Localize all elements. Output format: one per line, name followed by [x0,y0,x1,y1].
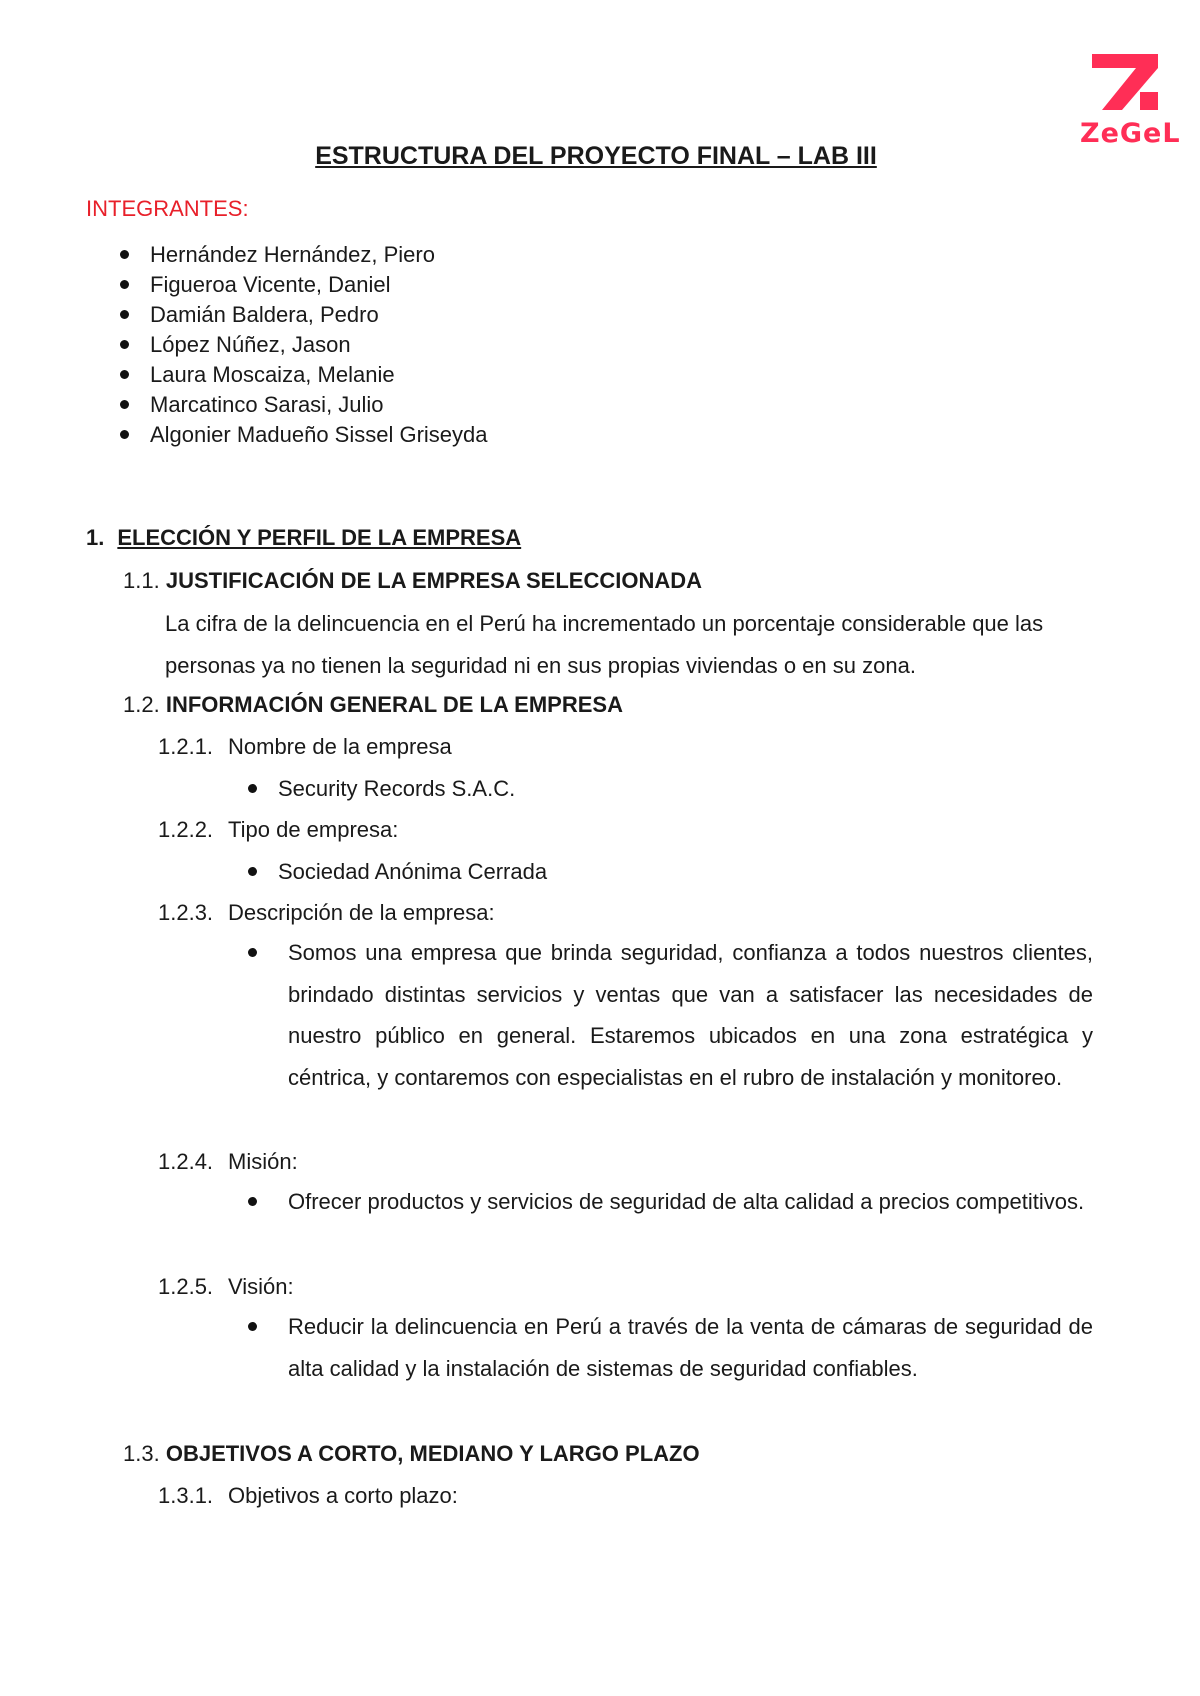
subsection-heading: 1.2.3. Descripción de la empresa: [158,900,495,925]
subsection-heading: 1.3.1. Objetivos a corto plazo: [158,1483,458,1508]
section-1-1-text: La cifra de la delincuencia en el Perú ha incrementado un porcentaje considerable que las personas ya no tienen la seguridad ni en sus propias viviendas o en su zona. [165,611,1044,678]
zegel-logo [1080,50,1180,149]
bullet-item: Sociedad Anónima Cerrada [248,859,547,885]
subsection-heading: 1.2.2. Tipo de empresa: [158,817,399,842]
page-title: ESTRUCTURA DEL PROYECTO FINAL – LAB III [315,142,877,170]
section-1-2-heading: 1.2. INFORMACIÓN GENERAL DE LA EMPRESA [123,692,623,717]
member-item: López Núñez, Jason [120,332,351,358]
subsection-heading: 1.2.1. Nombre de la empresa [158,734,452,759]
member-item: Marcatinco Sarasi, Julio [120,392,384,418]
member-item: Figueroa Vicente, Daniel [120,272,391,298]
member-item: Algonier Madueño Sissel Griseyda [120,422,488,448]
member-item: Laura Moscaiza, Melanie [120,362,395,388]
section-1-3-heading: 1.3. OBJETIVOS A CORTO, MEDIANO Y LARGO PLAZO [123,1441,700,1466]
bullet-item: Reducir la delincuencia en Perú a través de la venta de cámaras de seguridad de alta calidad y la instalación de sistemas de seguridad confiables. [288,1306,1093,1389]
section-1-heading: 1. ELECCIÓN Y PERFIL DE LA EMPRESA [86,525,522,550]
member-item: Damián Baldera, Pedro [120,302,379,328]
section-1-1-heading: 1.1. JUSTIFICACIÓN DE LA EMPRESA SELECCIONADA [123,568,703,593]
bullet-item: Ofrecer productos y servicios de seguridad de alta calidad a precios competitivos. [288,1181,1093,1223]
bullet-item: Somos una empresa que brinda seguridad, confianza a todos nuestros clientes, brindado distintas servicios y ventas que van a satisfacer las necesidades de nuestro público en general. Estaremos ubicados en una zona estratégica y céntrica, y contaremos con especialistas en el rubro de instalación y monitoreo. [288,932,1093,1098]
subsection-heading: 1.2.5. Visión: [158,1274,294,1299]
bullet-item: Security Records S.A.C. [248,776,515,802]
member-item: Hernández Hernández, Piero [120,242,435,268]
zegel-logo-icon [1088,50,1164,114]
integrantes-label: INTEGRANTES: [86,196,249,221]
subsection-heading: 1.2.4. Misión: [158,1149,298,1174]
logo-text: ZeGeL [1080,118,1181,149]
